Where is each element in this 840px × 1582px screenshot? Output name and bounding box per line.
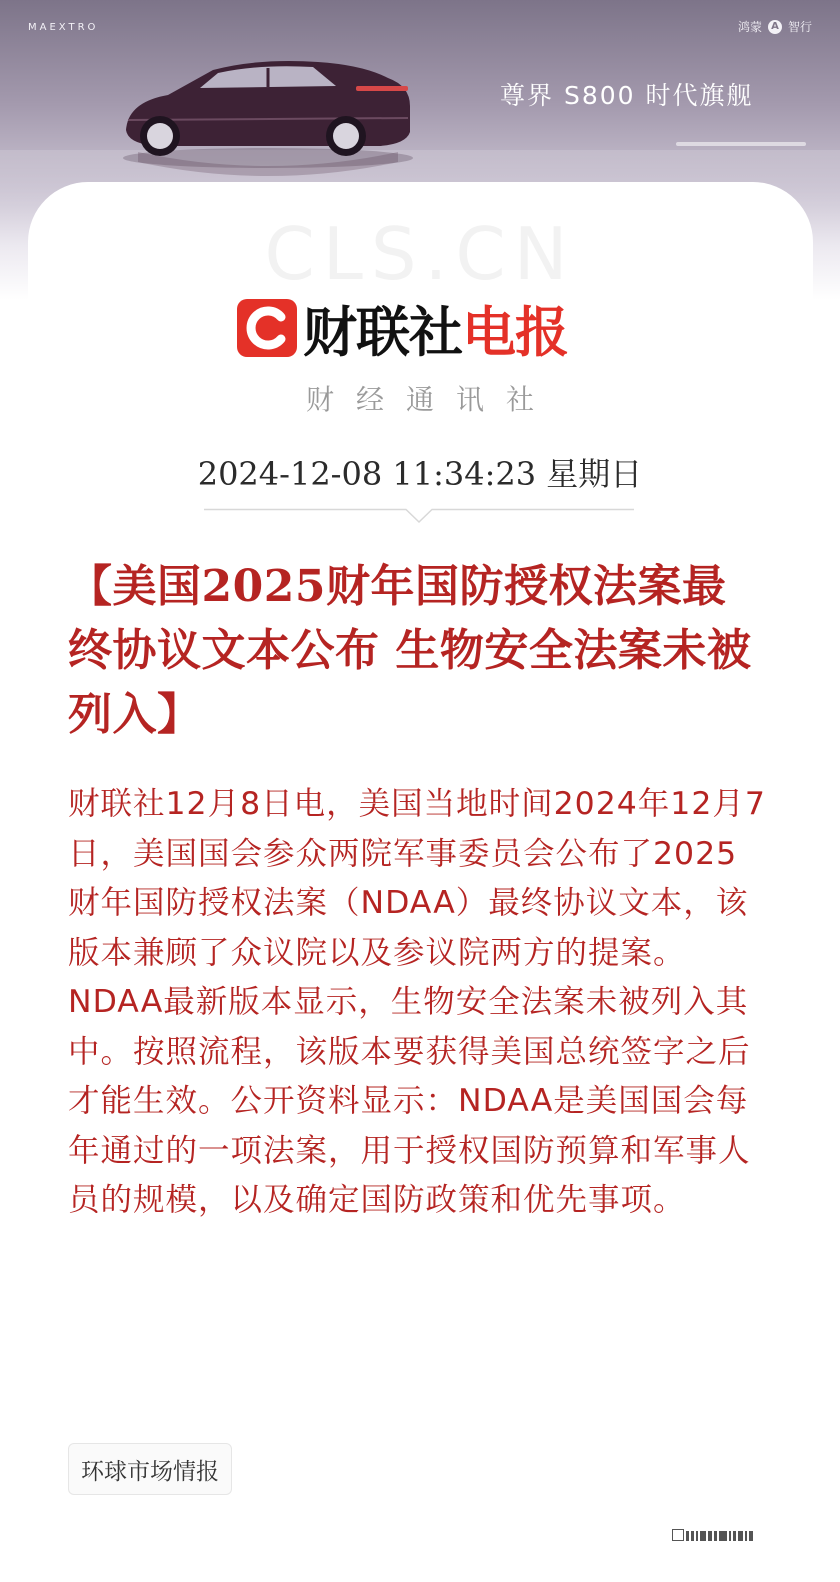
partner-right-text: 智行 <box>787 20 812 34</box>
banner-brand: MAEXTRO <box>28 22 99 33</box>
cls-c-logo-icon <box>237 299 297 357</box>
banner-fine-print <box>676 142 806 146</box>
article-body: 财联社12月8日电，美国当地时间2024年12月7日，美国国会参众两院军事委员会公布了2025财年国防授权法案（NDAA）最终协议文本，该版本兼顾了众议院以及参议院两方的提案。NDAA最新版本显示，生物安全法案未被列入其中。按照流程，该版本要获得美国总统签字之后才能生效。公开资料显示：NDAA是美国国会每年通过的一项法案，用于授权国防预算和军事人员的规模，以及确定国防政策和优先事项。 <box>68 786 766 1218</box>
logo-name-red: 电报 <box>462 300 568 364</box>
partner-left-text: 鸿蒙 <box>737 20 762 34</box>
car-image <box>118 40 418 190</box>
partner-logo-icon: A <box>768 20 782 34</box>
banner-partner <box>738 18 812 35</box>
banner-slogan: 尊界 S800 时代旗舰 <box>500 81 754 110</box>
logo-subtitle: 财经通讯社 <box>305 383 556 416</box>
cls-logo <box>237 298 568 364</box>
footer-watermark-icon <box>672 1531 820 1541</box>
headline: 【美国2025财年国防授权法案最终协议文本公布 生物安全法案未被列入】 <box>68 561 752 740</box>
topic-tag[interactable]: 环球市场情报 <box>68 1443 232 1495</box>
watermark: CLS.CN <box>264 212 576 296</box>
publish-datetime: 2024-12-08 11:34:23 星期日 <box>197 455 643 493</box>
logo-name: 财联社 <box>303 300 462 364</box>
divider-with-notch <box>204 508 634 528</box>
